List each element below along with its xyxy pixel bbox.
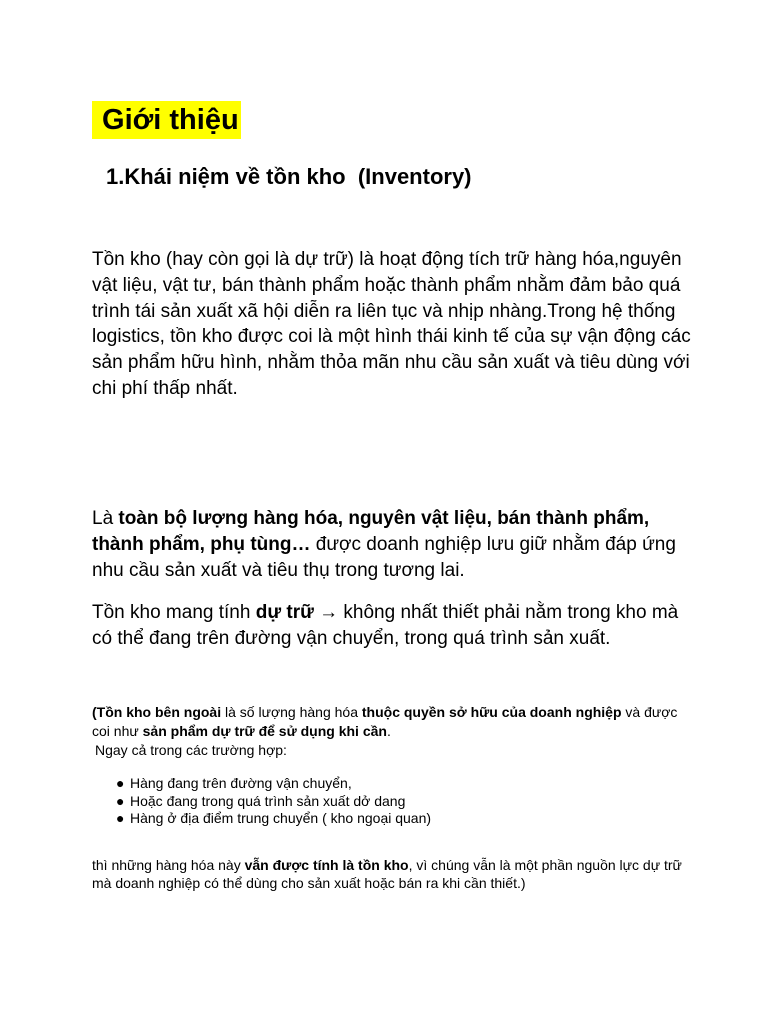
cases-list: [116, 775, 431, 828]
scope-paragraph: [92, 506, 692, 583]
section-heading: 1.Khái niệm về tồn kho (Inventory): [106, 164, 472, 189]
conclusion-paragraph: [92, 856, 682, 892]
external-inventory-note: [92, 703, 692, 741]
note-bold-2: thuộc quyền sở hữu của doanh nghiệp: [361, 704, 622, 720]
cases-intro: Ngay cả trong các trường hợp:: [95, 742, 287, 758]
bullet-icon: ●: [116, 775, 125, 791]
list-item: [116, 775, 431, 793]
note-bold-1: (Tồn kho bên ngoài: [92, 704, 222, 720]
list-item: [116, 810, 431, 828]
bullet-icon: ●: [116, 792, 125, 809]
reserve-prefix: Tồn kho mang tính: [92, 602, 256, 623]
arrow-icon: →: [313, 602, 344, 623]
note-text-3: .: [386, 723, 391, 739]
definition-paragraph: Tồn kho (hay còn gọi là dự trữ) là hoạt động tích trữ hàng hóa,nguyên vật liệu, vật tư, bán thành phẩm hoặc thành phẩm nhằm đảm bảo quá trình tái sản xuất xã hội diễn ra liên tục và nhịp nhàng.Trong hệ thống logistics, tồn kho được coi là một hình thái kinh tế của sự vận động các sản phẩm hữu hình, nhằm thỏa mãn nhu cầu sản xuất và tiêu dùng với chi phí thấp nhất.: [92, 249, 691, 399]
list-item-text: Hàng đang trên đường vận chuyển,: [130, 775, 352, 791]
reserve-suffix: không nhất thiết phải nằm trong kho mà có thể đang trên đường vận chuyển, trong quá trình sản xuất.: [92, 602, 679, 649]
reserve-bold-text: dự trữ: [255, 602, 314, 623]
reserve-paragraph: [92, 600, 692, 652]
list-item: [116, 793, 431, 811]
list-item-text: Hoặc đang trong quá trình sản xuất dở dang: [130, 792, 406, 809]
page-title: Giới thiệu: [92, 101, 241, 139]
list-item-text: Hàng ở địa điểm trung chuyển ( kho ngoại quan): [130, 810, 432, 826]
bullet-icon: ●: [116, 810, 125, 826]
scope-prefix: Là: [92, 508, 119, 529]
note-text-2: và được coi như: [92, 704, 678, 739]
note-text-1: là số lượng hàng hóa: [221, 704, 362, 720]
conclusion-bold-text: vẫn được tính là tồn kho: [244, 857, 409, 873]
scope-suffix: được doanh nghiệp lưu giữ nhằm đáp ứng nhu cầu sản xuất và tiêu thụ trong tương lai.: [92, 533, 676, 581]
scope-bold-text: toàn bộ lượng hàng hóa, nguyên vật liệu, bán thành phẩm, thành phẩm, phụ tùng…: [92, 508, 650, 555]
note-bold-3: sản phẩm dự trữ để sử dụng khi cần: [142, 723, 387, 739]
conclusion-prefix: thì những hàng hóa này: [92, 857, 245, 873]
conclusion-suffix: , vì chúng vẫn là một phần nguồn lực dự trữ mà doanh nghiệp có thể dùng cho sản xuất hoặc bán ra khi cần thiết.): [92, 857, 682, 891]
